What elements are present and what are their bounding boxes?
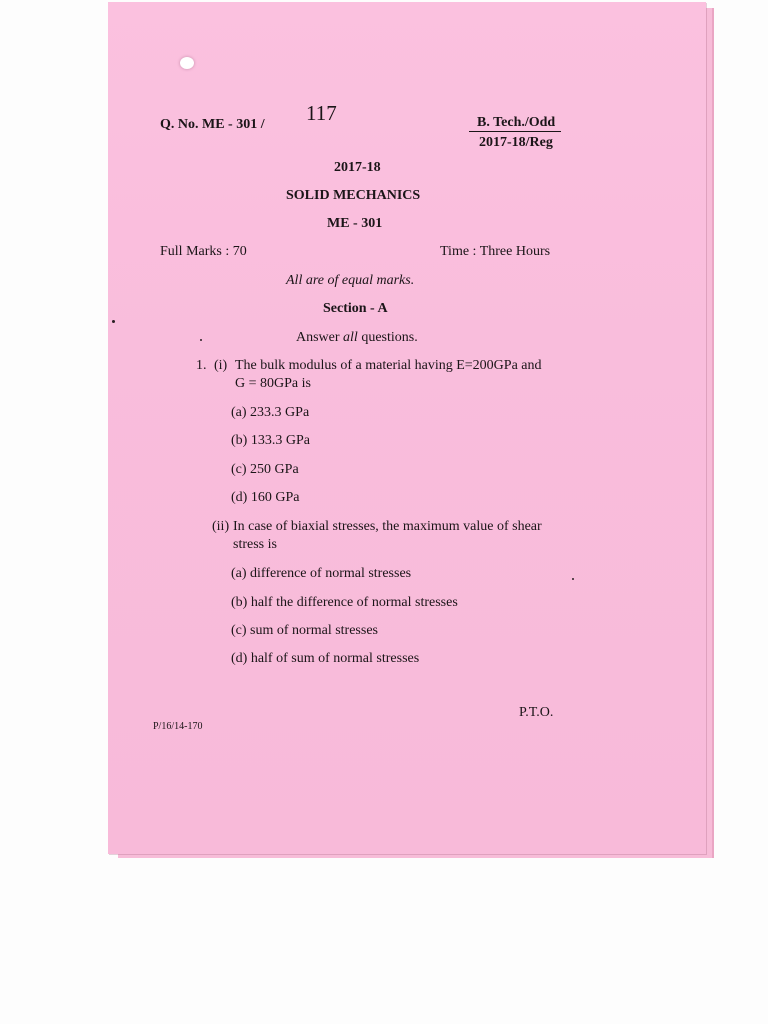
paper-code-number: 117 [306,101,337,125]
question-1-number: 1. [196,358,207,373]
option-label: (c) [231,462,247,477]
section-heading: Section - A [323,301,388,316]
full-marks: Full Marks : 70 [160,244,247,259]
scan-speck [572,578,574,580]
marks-instruction: All are of equal marks. [286,273,415,288]
part-ii-option-d [231,651,419,667]
part-i-stem-line1: The bulk modulus of a material having E=200GPa and [235,358,542,373]
part-ii-stem-line1: In case of biaxial stresses, the maximum value of shear [233,519,542,534]
option-text: sum of normal stresses [250,623,378,638]
option-label: (b) [231,433,248,448]
part-i-option-b [231,433,310,449]
part-i-stem-line2: G = 80GPa is [235,376,311,391]
answer-emphasis: all [343,330,358,345]
scan-speck [200,339,202,341]
option-text: 233.3 GPa [250,405,310,420]
print-code: P/16/14-170 [153,721,203,732]
exam-year: 2017-18 [334,160,381,175]
question-number: Q. No. ME - 301 / [160,117,265,132]
answer-instruction [296,330,418,346]
option-label: (a) [231,405,247,420]
option-text: 160 GPa [250,490,300,505]
part-i-option-d [231,490,299,506]
session-reg: 2017-18/Reg [479,135,553,150]
option-text: half of sum of normal stresses [250,651,420,666]
option-label: (d) [231,490,248,505]
program-label: B. Tech./Odd [477,115,556,130]
option-text: half the difference of normal stresses [250,595,458,610]
part-ii-option-b [231,595,458,611]
header-divider [469,131,561,132]
answer-suffix: questions. [357,330,418,345]
answer-prefix: Answer [296,330,344,345]
punch-hole [180,57,194,69]
part-ii-option-a [231,566,411,582]
part-i-label: (i) [214,358,228,373]
part-ii-label: (ii) [212,519,230,534]
option-label: (b) [231,595,248,610]
part-i-option-a [231,405,309,421]
option-label: (d) [231,651,248,666]
option-text: 250 GPa [250,462,299,477]
scan-speck [112,320,115,323]
option-label: (a) [231,566,247,581]
subject-title: SOLID MECHANICS [286,188,421,203]
course-code: ME - 301 [327,216,383,231]
option-text: 133.3 GPa [250,433,310,448]
part-i-option-c [231,462,299,478]
please-turn-over: P.T.O. [519,705,554,720]
part-ii-stem-line2: stress is [233,537,277,552]
option-label: (c) [231,623,247,638]
option-text: difference of normal stresses [250,566,412,581]
exam-time: Time : Three Hours [440,244,551,259]
part-ii-option-c [231,623,378,639]
